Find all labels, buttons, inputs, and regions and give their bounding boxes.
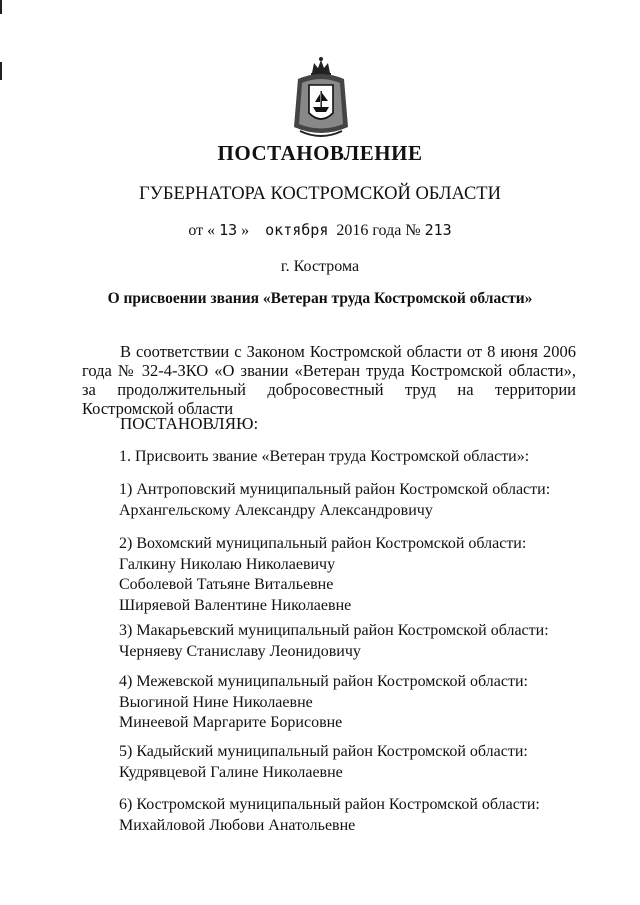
- preamble-text: В соответствии с Законом Костромской области от 8 июня 2006 года № 32-4-ЗКО «О звании «Ветеран труда Костромской области», за продолжительный добросовестный труд на территории Костромской области: [82, 342, 576, 418]
- district-group: [119, 742, 528, 783]
- person-name: Черняеву Станиславу Леонидовичу: [119, 642, 361, 660]
- district-heading: 3) Макарьевский муниципальный район Костромской области:: [119, 622, 549, 639]
- district-heading: 6) Костромской муниципальный район Костромской области:: [119, 796, 540, 813]
- preamble-paragraph: [82, 342, 576, 418]
- decree-word: ПОСТАНОВЛЯЮ:: [120, 414, 259, 433]
- city-line: г. Кострома: [280, 258, 360, 275]
- district-group: [119, 621, 549, 662]
- scan-edge-mark: [0, 62, 2, 80]
- date-year: 2016 года №: [336, 222, 421, 239]
- person-name: Архангельскому Александру Александровичу: [119, 501, 433, 519]
- document-number: 213: [424, 221, 452, 239]
- person-name: Ширяевой Валентине Николаевне: [119, 596, 352, 614]
- item-one: 1. Присвоить звание «Ветеран труда Костромской области»:: [119, 448, 530, 465]
- district-heading: 2) Вохомский муниципальный район Костромской области:: [119, 535, 527, 552]
- date-month: октября: [265, 221, 329, 239]
- district-group: [119, 534, 526, 616]
- date-line: [0, 221, 640, 240]
- date-prefix: от «: [188, 222, 216, 239]
- date-mid: »: [241, 222, 250, 239]
- person-name: Кудрявцевой Галине Николаевне: [119, 763, 343, 781]
- scan-edge-mark: [0, 0, 2, 14]
- kostroma-coat-of-arms-icon: [290, 55, 352, 143]
- person-name: Выогиной Нине Николаевне: [119, 693, 313, 711]
- person-name: Галкину Николаю Николаевичу: [119, 555, 336, 573]
- district-group: [119, 795, 540, 836]
- subject-line: О присвоении звания «Ветеран труда Костромской области»: [107, 290, 533, 307]
- district-heading: 5) Кадыйский муниципальный район Костромской области:: [119, 743, 528, 760]
- document-title: ПОСТАНОВЛЕНИЕ: [217, 141, 423, 165]
- district-group: [119, 480, 550, 521]
- date-day: 13: [219, 221, 238, 239]
- district-group: [119, 672, 528, 734]
- district-heading: 1) Антроповский муниципальный район Костромской области:: [119, 481, 551, 498]
- person-name: Минеевой Маргарите Борисовне: [119, 714, 343, 731]
- person-name: Михайловой Любови Анатольевне: [119, 816, 356, 834]
- issuer-line: ГУБЕРНАТОРА КОСТРОМСКОЙ ОБЛАСТИ: [139, 184, 501, 204]
- district-heading: 4) Межевской муниципальный район Костромской области:: [119, 673, 528, 690]
- person-name: Соболевой Татьяне Витальевне: [119, 576, 334, 593]
